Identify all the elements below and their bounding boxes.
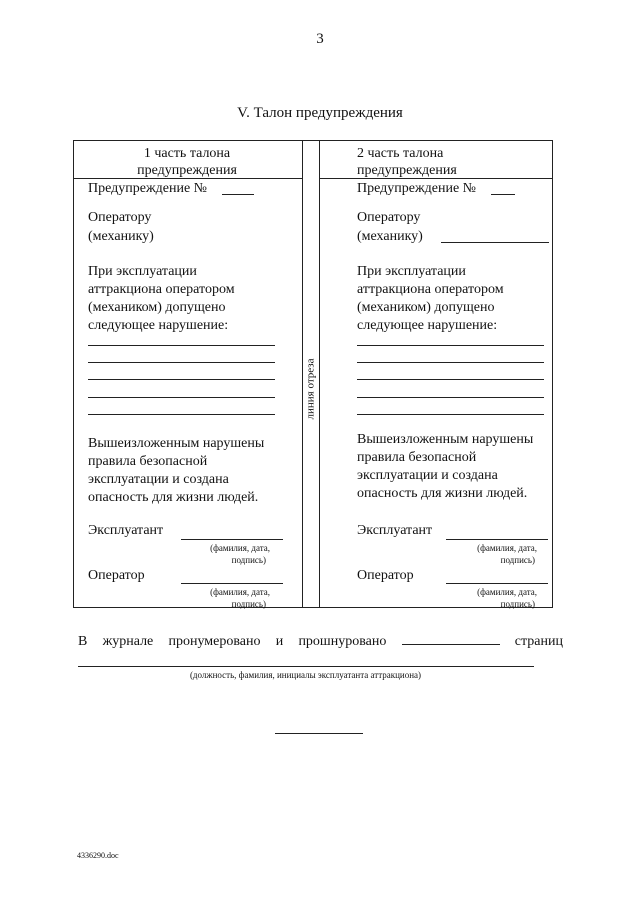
signature-caption: (должность, фамилия, инициалы эксплуатанта аттракциона) bbox=[189, 670, 422, 680]
part2-violation-line2: аттракциона оператором bbox=[357, 282, 504, 297]
page-number: 3 bbox=[316, 31, 324, 47]
cut-column-right-border bbox=[319, 141, 320, 607]
part1-operator-hint-line2: подпись) bbox=[231, 599, 266, 609]
journal-word-5: прошнуровано bbox=[298, 634, 387, 649]
part2-conclusion-line1: Вышеизложенным нарушены bbox=[357, 432, 534, 447]
journal-word-3: пронумеровано bbox=[168, 634, 261, 649]
part1-warning-number-field[interactable] bbox=[222, 194, 254, 195]
part2-conclusion-line2: правила безопасной bbox=[357, 450, 477, 465]
journal-word-1: В bbox=[78, 634, 88, 649]
part1-header-line2: предупреждения bbox=[137, 163, 237, 178]
part2-header-line2: предупреждения bbox=[357, 163, 457, 178]
journal-page-count-field[interactable] bbox=[402, 632, 500, 645]
part2-violation-field-5[interactable] bbox=[357, 414, 544, 415]
part1-conclusion-line1: Вышеизложенным нарушены bbox=[88, 436, 265, 451]
part1-violation-line2: аттракциона оператором bbox=[88, 282, 235, 297]
part1-operator-sign-label: Оператор bbox=[88, 568, 145, 583]
part2-operant-label: Эксплуатант bbox=[357, 523, 433, 538]
part1-warning-number-label: Предупреждение № bbox=[88, 181, 208, 196]
journal-word-6: страниц bbox=[514, 634, 563, 649]
part1-violation-field-2[interactable] bbox=[88, 362, 275, 363]
part1-operator-line2: (механику) bbox=[88, 229, 154, 244]
part1-operant-hint-line2: подпись) bbox=[231, 555, 266, 565]
part2-operator-name-field[interactable] bbox=[441, 242, 549, 243]
part1-operant-hint-line1: (фамилия, дата, bbox=[210, 543, 270, 553]
part1-conclusion-line4: опасность для жизни людей. bbox=[88, 490, 259, 505]
part2-operator-hint-line1: (фамилия, дата, bbox=[477, 587, 537, 597]
part2-violation-line1: При эксплуатации bbox=[357, 264, 466, 279]
section-title: V. Талон предупреждения bbox=[237, 105, 403, 121]
part2-violation-field-3[interactable] bbox=[357, 379, 544, 380]
part2-violation-line4: следующее нарушение: bbox=[357, 318, 498, 333]
part1-violation-field-1[interactable] bbox=[88, 345, 275, 346]
part1-operator-hint-line1: (фамилия, дата, bbox=[210, 587, 270, 597]
part2-violation-field-4[interactable] bbox=[357, 397, 544, 398]
journal-word-4: и bbox=[275, 634, 284, 649]
part2-header-line1: 2 часть талона bbox=[357, 146, 444, 161]
part1-operant-signature-field[interactable] bbox=[181, 539, 283, 540]
part2-conclusion-line4: опасность для жизни людей. bbox=[357, 486, 528, 501]
part1-violation-line3: (механиком) допущено bbox=[88, 300, 226, 315]
part2-operant-signature-field[interactable] bbox=[446, 539, 548, 540]
part1-operator-signature-field[interactable] bbox=[181, 583, 283, 584]
part1-conclusion-line3: эксплуатации и создана bbox=[88, 472, 229, 487]
part1-violation-field-4[interactable] bbox=[88, 397, 275, 398]
part1-header-line1: 1 часть талона bbox=[143, 146, 231, 161]
part2-operant-hint-line1: (фамилия, дата, bbox=[477, 543, 537, 553]
part1-violation-line4: следующее нарушение: bbox=[88, 318, 229, 333]
part2-warning-number-label: Предупреждение № bbox=[357, 181, 477, 196]
part2-operant-hint-line2: подпись) bbox=[500, 555, 535, 565]
operant-signature-line[interactable] bbox=[78, 666, 534, 667]
part1-operator-line1: Оператору bbox=[88, 210, 152, 225]
part2-operator-line2: (механику) bbox=[357, 229, 423, 244]
part2-violation-field-2[interactable] bbox=[357, 362, 544, 363]
cut-line-label: линия отреза bbox=[304, 358, 316, 420]
part2-violation-line3: (механиком) допущено bbox=[357, 300, 495, 315]
document-file-id: 4336290.doc bbox=[77, 851, 119, 860]
part1-violation-field-3[interactable] bbox=[88, 379, 275, 380]
part1-violation-field-5[interactable] bbox=[88, 414, 275, 415]
part2-operator-sign-label: Оператор bbox=[357, 568, 414, 583]
part1-operant-label: Эксплуатант bbox=[88, 523, 164, 538]
closing-separator-line bbox=[275, 733, 363, 734]
part2-operator-signature-field[interactable] bbox=[446, 583, 548, 584]
journal-word-2: журнале bbox=[102, 634, 154, 649]
part2-violation-field-1[interactable] bbox=[357, 345, 544, 346]
part2-conclusion-line3: эксплуатации и создана bbox=[357, 468, 498, 483]
journal-statement bbox=[78, 632, 563, 651]
part2-operator-hint-line2: подпись) bbox=[500, 599, 535, 609]
part2-operator-line1: Оператору bbox=[357, 210, 421, 225]
part2-warning-number-field[interactable] bbox=[491, 194, 515, 195]
part1-conclusion-line2: правила безопасной bbox=[88, 454, 208, 469]
part1-violation-line1: При эксплуатации bbox=[88, 264, 197, 279]
